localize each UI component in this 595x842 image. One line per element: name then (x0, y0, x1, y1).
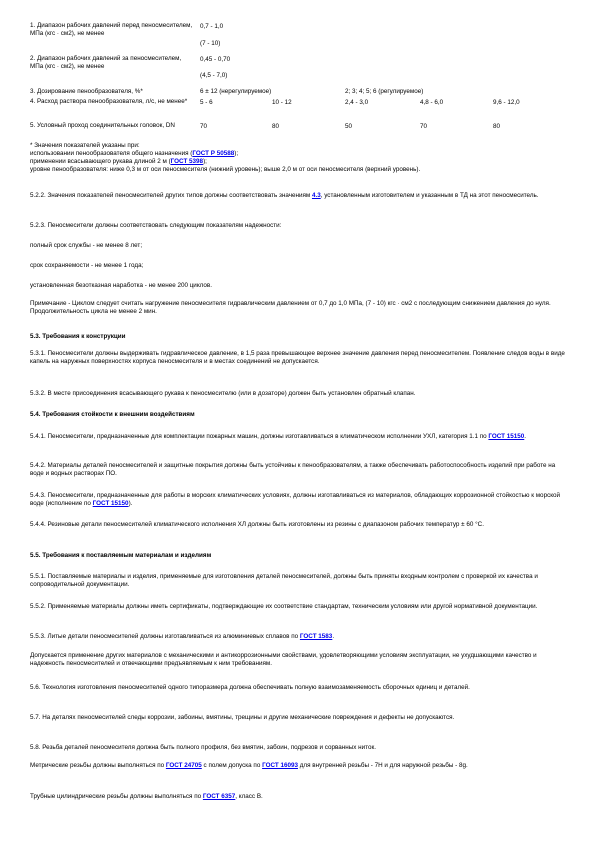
paragraph-pipe-threads (30, 793, 570, 801)
reliability-service-life: полный срок службы - не менее 8 лет; (30, 242, 143, 249)
table-row-4-value: 2,4 - 3,0 (345, 99, 369, 106)
paragraph-5-5-2: 5.5.2. Применяемые материалы должны иметь сертификаты, подтверждающие их соответствие стандартам, техническим условиям или другой нормативной документации. (30, 603, 538, 610)
table-row-1-label: 1. Диапазон рабочих давлений перед пеносмесителем, МПа (кгс · см2), не менее (30, 22, 193, 37)
paragraph-text: , класс В. (235, 793, 263, 800)
paragraph-5-4-2: 5.4.2. Материалы деталей пеносмесителей и защитные покрытия должны быть устойчивы к пенообразователям, а также обеспечивать работоспособность изделий при работе на воде и водных растворах ПО. (30, 462, 556, 477)
paragraph-5-4-4: 5.4.4. Резиновые детали пеносмесителей климатического исполнения ХЛ должны быть изготовлены из резины с диапазоном рабочих температур ± 60 °С. (30, 521, 484, 528)
table-row-4-label: 4. Расход раствора пенообразователя, л/с, не менее* (30, 98, 188, 105)
paragraph-5-5-1: 5.5.1. Поставляемые материалы и изделия, применяемые для изготовления деталей пеносмесителей, должны быть приняты входным контролем с проверкой их качества и сопроводительной документации. (30, 573, 538, 588)
paragraph-5-3-2: 5.3.2. В месте присоединения всасывающего рукава к пеносмесителю (или в дозаторе) должен быть установлен обратный клапан. (30, 390, 416, 397)
table-row-4-value: 10 - 12 (272, 99, 292, 106)
table-row-5-value: 80 (272, 123, 280, 130)
paragraph-5-6: 5.6. Технология изготовления пеносмесителей одного типоразмера должна обеспечивать полную взаимозаменяемость сборочных единиц и деталей. (30, 684, 470, 691)
paragraph-text: . (524, 433, 527, 440)
paragraph-5-2-3: 5.2.3. Пеносмесители должны соответствовать следующим показателям надежности: (30, 222, 282, 229)
table-footnote-text: ); (234, 150, 239, 157)
table-footnote (30, 158, 207, 166)
table-row-1-value: 0,7 - 1,0 (200, 23, 224, 30)
gost-1583-link[interactable]: ГОСТ 1583 (299, 633, 333, 640)
table-row-2-value: 0,45 - 0,70 (200, 56, 231, 63)
table-footnote: * Значения показателей указаны при: (30, 142, 140, 149)
table-footnote-text: ); (203, 158, 207, 165)
table-row-4-value: 9,6 - 12,0 (493, 99, 520, 106)
gost-5398-link[interactable]: ГОСТ 5398 (170, 158, 204, 165)
paragraph-5-8: 5.8. Резьба деталей пеносмесителя должна быть полного профиля, без вмятин, забоин, подрезов и сорванных ниток. (30, 744, 376, 751)
paragraph-5-3-1: 5.3.1. Пеносмесители должны выдерживать гидравлическое давление, в 1,5 раза превышающее верхнее значение давления перед пеносмесителем. Появление следов воды в виде капель на наружных поверхностях корпуса пеносмесителя и в местах соединений не допускается. (30, 350, 565, 365)
gost-24705-link[interactable]: ГОСТ 24705 (165, 762, 202, 769)
table-row-3-regulated: 2; 3; 4; 5; 6 (регулируемое) (345, 88, 424, 95)
paragraph-text: ). (128, 499, 133, 507)
table-row-5-value: 80 (493, 123, 501, 130)
clause-4-3-link[interactable]: 4.3 (311, 192, 321, 199)
reliability-note: Примечание - Циклом следует считать нагружение пеносмесителя гидравлическим давлением от 0,7 до 1,0 МПа, (7 - 10) кгс · см2 с последующим снижением давления до нуля. Продолжительность цикла не менее 2 мин. (30, 300, 551, 315)
table-row-2-value-kgs: (4,5 - 7,0) (200, 72, 228, 79)
paragraph-5-5-4: Допускается применение других материалов с механическими и антикоррозионными свойствами, удовлетворяющими условиям эксплуатации, не ухудшающими качество и надежность пеносмесителей и отвечающими предъявляемым к ним требованиям. (30, 652, 537, 667)
paragraph-5-2-2 (30, 192, 570, 200)
paragraph-text: с полем допуска по (201, 762, 263, 769)
table-row-2-label: 2. Диапазон рабочих давлений за пеносмесителем, МПа (кгс · см2), не менее (30, 55, 182, 70)
table-row-4-value: 4,8 - 6,0 (420, 99, 444, 106)
gost-15150-link[interactable]: ГОСТ 15150 (92, 499, 129, 507)
reliability-storage: срок сохраняемости - не менее 1 года; (30, 262, 144, 269)
paragraph-metric-threads (30, 762, 570, 770)
paragraph-text: 5.4.1. Пеносмесители, предназначенные для комплектации пожарных машин, должны изготавливаться в климатическом исполнении УХЛ, категория 1.1 по (30, 433, 489, 440)
gost-15150-link[interactable]: ГОСТ 15150 (488, 433, 525, 440)
table-footnote-text: использовании пенообразователя общего назначения ( (30, 150, 193, 157)
table-row-5-value: 50 (345, 123, 353, 130)
gost-r-50588-link[interactable]: ГОСТ Р 50588 (192, 150, 235, 157)
table-row-5-value: 70 (200, 123, 208, 130)
paragraph-text: Метрические резьбы должны выполняться по (30, 762, 166, 769)
paragraph-5-5-3 (30, 633, 570, 641)
paragraph-5-4-1 (30, 433, 570, 441)
section-heading-5-5: 5.5. Требования к поставляемым материалам и изделиям (30, 552, 212, 559)
table-footnote: уровне пенообразователя: ниже 0,3 м от оси пеносмесителя (нижний уровень); выше 2,0 м от оси пеносмесителя (верхний уровень). (30, 166, 421, 173)
gost-16093-link[interactable]: ГОСТ 16093 (262, 762, 298, 769)
paragraph-text: , установленным изготовителем и указанным в ТД на этот пеносмеситель. (320, 192, 539, 199)
paragraph-text: Трубные цилиндрические резьбы должны выполняться по (30, 793, 203, 800)
section-heading-5-3: 5.3. Требования к конструкции (30, 333, 126, 340)
paragraph-5-4-3 (30, 492, 570, 508)
table-row-3-nonregulated: 6 ± 12 (нерегулируемое) (200, 88, 272, 95)
table-footnote (30, 150, 238, 158)
table-row-5-label: 5. Условный проход соединительных головок, DN (30, 122, 175, 129)
paragraph-text: . (332, 633, 335, 640)
paragraph-text: 5.4.3. Пеносмесители, предназначенные для работы в морских климатических условиях, должны изготавливаться из материалов, обладающих коррозионной стойкостью к морской воде (исполнение по (30, 492, 561, 507)
table-row-5-value: 70 (420, 123, 428, 130)
table-row-1-value-kgs: (7 - 10) (200, 40, 221, 47)
table-footnote-text: применении всасывающего рукава длиной 2 м ( (30, 158, 171, 165)
reliability-cycles: установленная безотказная наработка - не менее 200 циклов. (30, 282, 212, 289)
paragraph-5-7: 5.7. На деталях пеносмесителей следы коррозии, забоины, вмятины, трещины и другие механические повреждения и дефекты не допускаются. (30, 714, 455, 721)
paragraph-text: 5.2.2. Значения показателей пеносмесителей других типов должны соответствовать значениям (30, 192, 312, 199)
gost-6357-link[interactable]: ГОСТ 6357 (202, 793, 236, 800)
section-heading-5-4: 5.4. Требования стойкости к внешним воздействиям (30, 411, 195, 418)
paragraph-text: 5.5.3. Литые детали пеносмесителей должны изготавливаться из алюминиевых сплавов по (30, 633, 300, 640)
table-row-4-value: 5 - 6 (200, 99, 213, 106)
table-row-3-label: 3. Дозирование пенообразователя, %* (30, 88, 143, 95)
paragraph-text: для внутренней резьбы - 7Н и для наружной резьбы - 8g. (297, 762, 468, 769)
